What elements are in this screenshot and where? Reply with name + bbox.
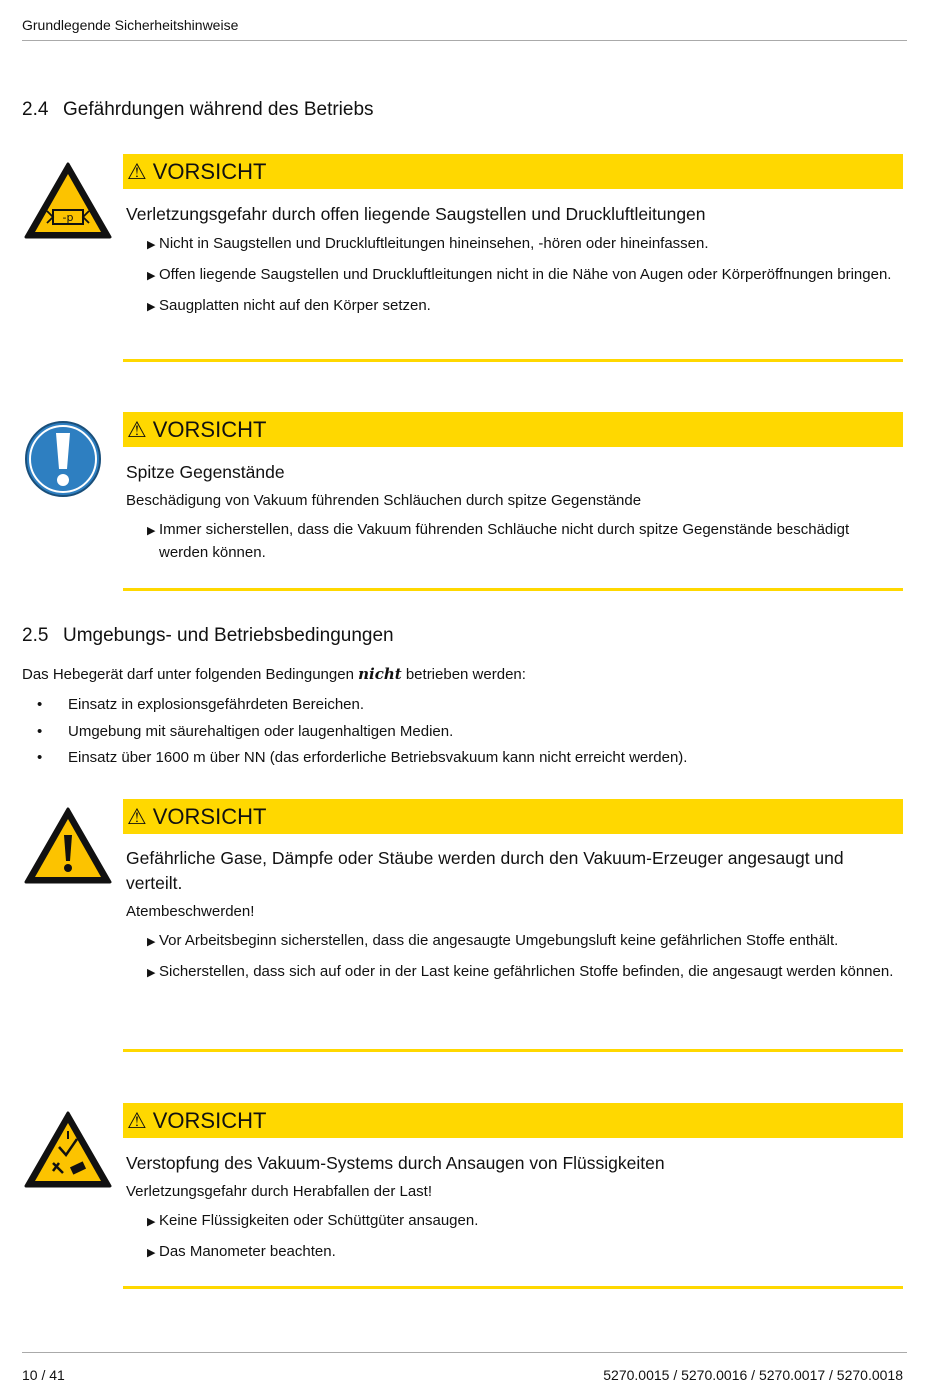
action-item: ▶ Keine Flüssigkeiten oder Schüttgüter ansaugen.: [126, 1210, 896, 1233]
hazard-consequence: Verletzungsgefahr durch Herabfallen der Last!: [126, 1183, 433, 1200]
warning-body: [126, 460, 896, 571]
signal-word: VORSICHT: [152, 1107, 267, 1133]
signal-word: VORSICHT: [152, 158, 267, 184]
action-item: ▶ Das Manometer beachten.: [126, 1241, 896, 1264]
conditions-list: [22, 692, 687, 772]
document-numbers: 5270.0015 / 5270.0016 / 5270.0017 / 5270.0018: [603, 1367, 903, 1383]
warning-body: [126, 202, 896, 326]
warning-body: [126, 846, 896, 992]
action-item: ▶ Vor Arbeitsbeginn sicherstellen, dass die angesaugte Umgebungsluft keine gefährlichen Stoffe enthält.: [126, 930, 896, 953]
vacuum-hazard-icon: [23, 160, 113, 250]
arrow-right-icon: ▶: [147, 239, 156, 251]
arrow-right-icon: ▶: [147, 525, 156, 537]
hazard-title: Spitze Gegenstände: [126, 462, 285, 482]
action-list: [126, 233, 896, 318]
falling-load-icon: [23, 1109, 113, 1199]
signal-word: VORSICHT: [152, 803, 267, 829]
warning-signal-bar: [123, 154, 903, 189]
hazard-title: Verletzungsgefahr durch offen liegende Saugstellen und Druckluftleitungen: [126, 204, 706, 224]
warning-signal-bar: [123, 1103, 903, 1138]
action-item: ▶ Nicht in Saugstellen und Druckluftleitungen hineinsehen, -hören oder hineinfassen.: [126, 233, 896, 256]
action-item: ▶ Immer sicherstellen, dass die Vakuum führenden Schläuche nicht durch spitze Gegenstände beschädigt werden können.: [147, 521, 850, 561]
section-heading-2-5: [22, 625, 394, 647]
warning-signal-bar: [123, 799, 903, 834]
arrow-right-icon: ▶: [147, 1216, 156, 1228]
general-warning-icon: [23, 805, 113, 895]
warning-triangle-icon: ⚠: [127, 416, 147, 442]
footer-divider: [22, 1352, 907, 1353]
warning-body: [126, 1151, 896, 1272]
arrow-right-icon: ▶: [147, 967, 156, 979]
arrow-right-icon: ▶: [147, 270, 156, 282]
warning-signal-bar: [123, 412, 903, 447]
action-item: ▶ Sicherstellen, dass sich auf oder in der Last keine gefährlichen Stoffe befinden, die angesaugt werden können.: [126, 961, 896, 984]
header-divider: [22, 40, 907, 41]
action-item: ▶ Offen liegende Saugstellen und Druckluftleitungen nicht in die Nähe von Augen oder Körperöffnungen bringen.: [126, 264, 896, 287]
list-item: • Umgebung mit säurehaltigen oder laugenhaltigen Medien.: [22, 719, 687, 746]
action-list: [126, 930, 896, 984]
conditions-intro: Das Hebegerät darf unter folgenden Bedingungen nicht betrieben werden:: [22, 665, 526, 683]
signal-word: VORSICHT: [152, 416, 267, 442]
arrow-right-icon: ▶: [147, 301, 156, 313]
arrow-right-icon: ▶: [147, 1247, 156, 1259]
list-item: • Einsatz in explosionsgefährdeten Bereichen.: [22, 692, 687, 719]
emphasis: nicht: [358, 665, 402, 683]
vacuum-hazard-label: -p: [62, 211, 74, 224]
section-heading-2-4: [22, 99, 374, 121]
section-title: Umgebungs- und Betriebsbedingungen: [63, 625, 394, 646]
warning-triangle-icon: ⚠: [127, 1107, 147, 1133]
list-item: • Einsatz über 1600 m über NN (das erforderliche Betriebsvakuum kann nicht erreicht werden).: [22, 745, 687, 772]
section-number: 2.4: [22, 99, 49, 120]
hazard-title: Gefährliche Gase, Dämpfe oder Stäube werden durch den Vakuum-Erzeuger angesaugt und verteilt.: [126, 848, 844, 893]
warning-end-rule: [123, 1286, 903, 1289]
warning-end-rule: [123, 359, 903, 362]
warning-end-rule: [123, 588, 903, 591]
section-number: 2.5: [22, 625, 49, 646]
action-item: ▶ Saugplatten nicht auf den Körper setzen.: [126, 295, 896, 318]
warning-triangle-icon: ⚠: [127, 158, 147, 184]
warning-end-rule: [123, 1049, 903, 1052]
arrow-right-icon: ▶: [147, 936, 156, 948]
mandatory-note-icon: [23, 419, 113, 509]
hazard-consequence: Atembeschwerden!: [126, 903, 255, 920]
page-header: Grundlegende Sicherheitshinweise: [22, 17, 239, 33]
hazard-consequence: Beschädigung von Vakuum führenden Schläuchen durch spitze Gegenstände: [126, 492, 642, 509]
action-list: [126, 519, 896, 563]
hazard-title: Verstopfung des Vakuum-Systems durch Ansaugen von Flüssigkeiten: [126, 1153, 665, 1173]
action-list: [126, 1210, 896, 1264]
section-title: Gefährdungen während des Betriebs: [63, 99, 374, 120]
warning-triangle-icon: ⚠: [127, 803, 147, 829]
page-number: 10 / 41: [22, 1367, 65, 1383]
